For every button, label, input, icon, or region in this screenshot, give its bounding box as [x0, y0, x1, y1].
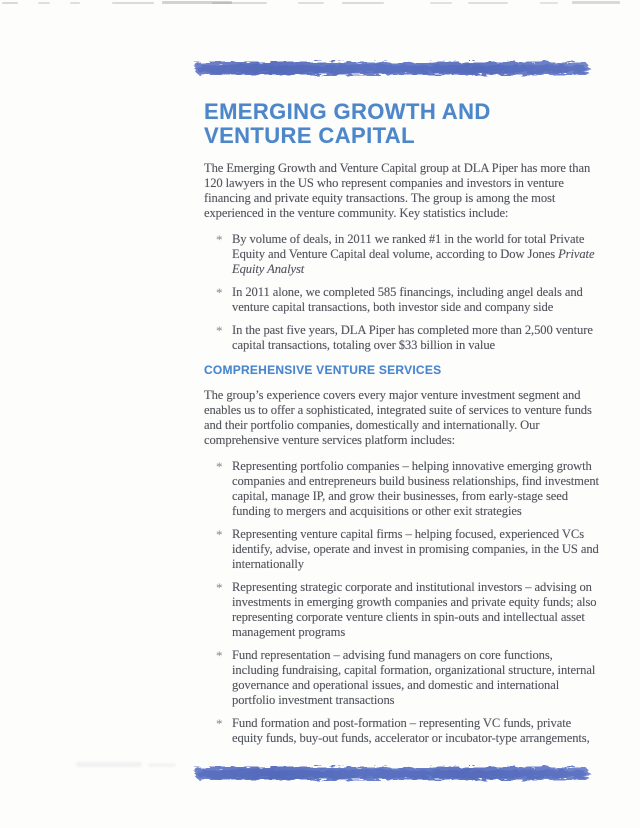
- scan-artifact: [38, 2, 50, 4]
- scan-artifact: [148, 763, 176, 767]
- bullet-text: [232, 285, 583, 314]
- bullet-text: Representing strategic corporate and institutional investors – advising on investments in emerging growth companies and private equity funds; also representing corporate venture clients in spin-outs and intellectual asset management programs: [232, 580, 597, 639]
- scan-artifact: [468, 2, 508, 4]
- bullet-text-main: In the past five years, DLA Piper has completed more than 2,500 venture capital transactions, totaling over $33 billion in value: [232, 323, 593, 352]
- scan-artifact: [112, 2, 154, 4]
- brush-stroke-top: [188, 55, 596, 81]
- list-item: [204, 285, 600, 315]
- bullet-marker: *: [216, 459, 223, 474]
- bullet-text: Representing venture capital firms – helping focused, experienced VCs identify, advise, operate and invest in promising companies, in the US and internationally: [232, 527, 599, 571]
- bullet-marker: *: [216, 323, 223, 338]
- intro-paragraph: The Emerging Growth and Venture Capital group at DLA Piper has more than 120 lawyers in the US who represent companies and investors in venture financing and private equity transactions. The group is among the most experienced in the venture community. Key statistics include:: [204, 161, 591, 220]
- list-item: [204, 323, 600, 353]
- scan-artifact: [540, 2, 558, 4]
- list-item: [204, 648, 600, 708]
- list-item: [204, 232, 600, 277]
- brush-stroke-bottom: [188, 760, 596, 786]
- bullet-marker: *: [216, 285, 223, 300]
- bullet-marker: *: [216, 716, 223, 731]
- venture-services-list: [204, 459, 600, 746]
- list-item: [204, 527, 600, 572]
- bullet-marker: *: [216, 527, 223, 542]
- page-title-line1: EMERGING GROWTH AND: [204, 99, 491, 124]
- bullet-marker: *: [216, 580, 223, 595]
- section-intro-paragraph: The group’s experience covers every major venture investment segment and enables us to offer a sophisticated, integrated suite of services to venture funds and their portfolio companies, domestically and internationally. Our comprehensive venture services platform includes:: [204, 388, 592, 447]
- scan-artifact: [212, 2, 267, 4]
- bullet-text-main: By volume of deals, in 2011 we ranked #1 in the world for total Private Equity and Venture Capital deal volume, according to Dow Jones: [232, 232, 585, 261]
- scan-artifact: [76, 762, 142, 767]
- page-title: [204, 100, 600, 148]
- scan-artifact: [298, 2, 324, 4]
- bullet-text: [232, 323, 593, 352]
- bullet-text-main: In 2011 alone, we completed 585 financings, including angel deals and venture capital transactions, both investor side and company side: [232, 285, 583, 314]
- list-item: [204, 459, 600, 519]
- section-heading: COMPREHENSIVE VENTURE SERVICES: [204, 363, 442, 377]
- bullet-marker: *: [216, 232, 223, 247]
- bullet-text: Representing portfolio companies – helping innovative emerging growth companies and entrepreneurs build business relationships, find investment capital, manage IP, and grow their businesses, from early-stage seed funding to mergers and acquisitions or other exit strategies: [232, 459, 599, 518]
- bullet-text-italic: Private Equity Analyst: [232, 247, 595, 276]
- bullet-text: Fund formation and post-formation – representing VC funds, private equity funds, buy-out funds, accelerator or incubator-type arrangements,: [232, 716, 590, 745]
- scan-artifact: [572, 1, 620, 4]
- bullet-text: [232, 232, 594, 276]
- bullet-text: Fund representation – advising fund managers on core functions, including fundraising, capital formation, organizational structure, internal governance and operational issues, and domestic and international portfolio investment transactions: [232, 648, 596, 707]
- scan-artifact: [2, 2, 18, 4]
- bullet-marker: *: [216, 648, 223, 663]
- scan-artifact: [70, 2, 80, 4]
- document-body: [204, 100, 600, 754]
- list-item: [204, 580, 600, 640]
- list-item: [204, 716, 600, 746]
- key-statistics-list: [204, 232, 600, 353]
- page-title-line2: VENTURE CAPITAL: [204, 123, 415, 148]
- scan-artifact: [430, 2, 452, 4]
- scan-artifact: [342, 2, 384, 4]
